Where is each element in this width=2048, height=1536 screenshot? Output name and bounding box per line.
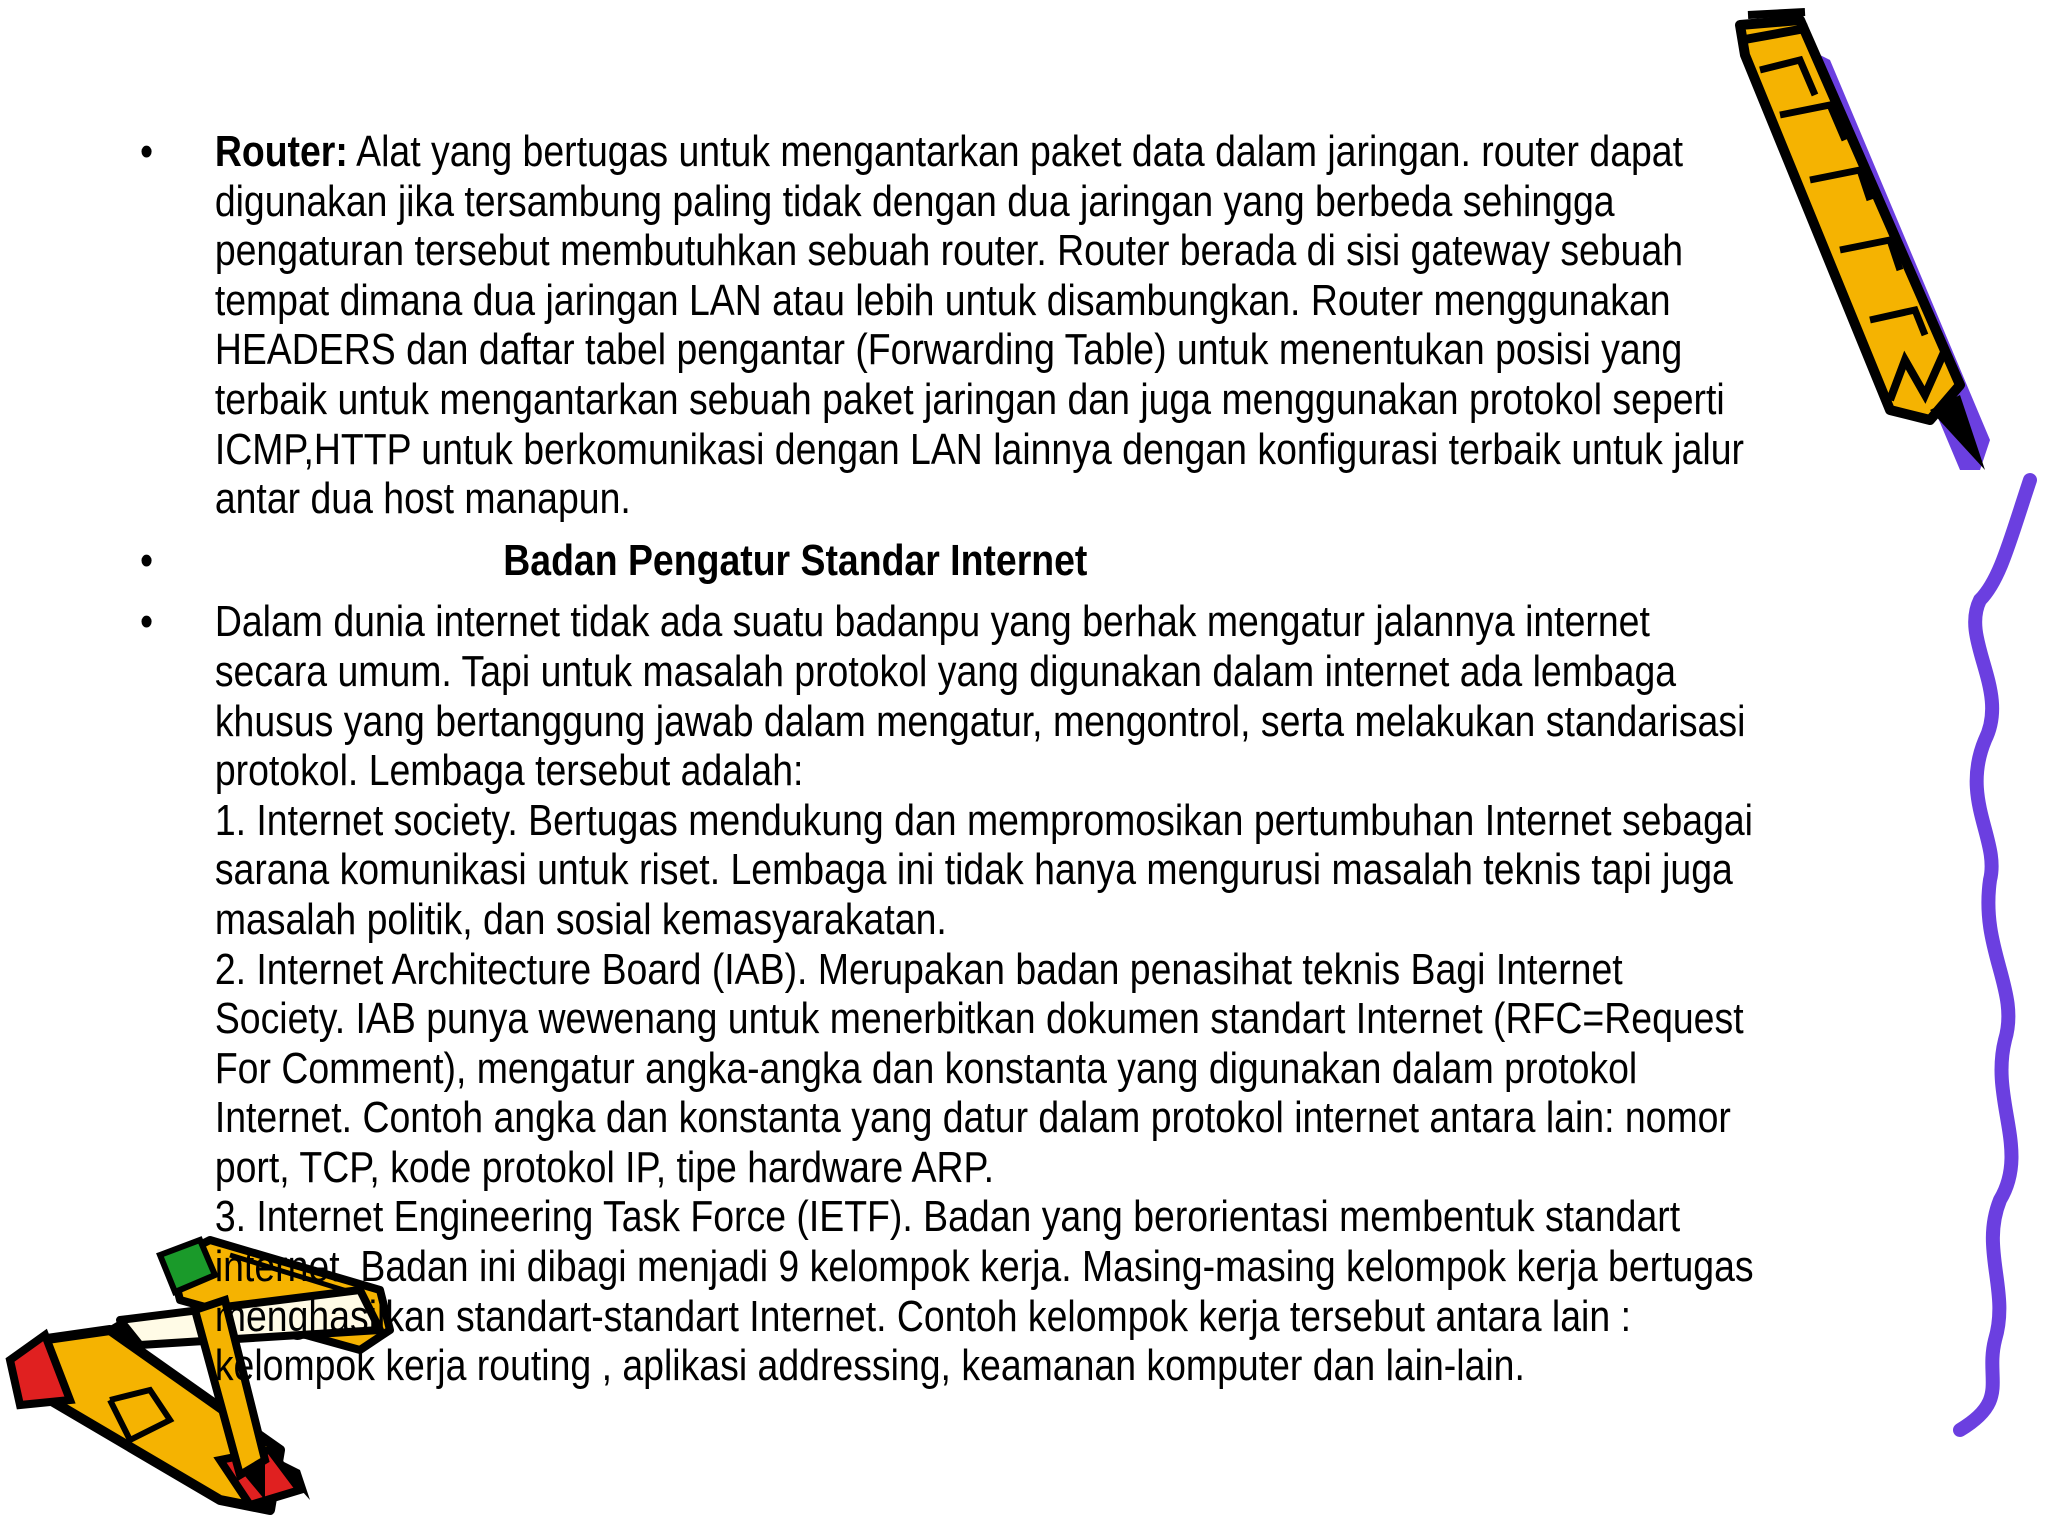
- body-line: port, TCP, kode protokol IP, tipe hardware ARP.: [214, 1143, 994, 1192]
- body-line: Dalam dunia internet tidak ada suatu badanpu yang berhak mengatur jalannya internet: [214, 598, 1650, 647]
- body-line: For Comment), mengatur angka-angka dan konstanta yang digunakan dalam protokol: [214, 1044, 1638, 1093]
- router-line-4: HEADERS dan daftar tabel pengantar (Forwarding Table) untuk menentukan posisi yang: [214, 326, 1683, 375]
- body-line: internet. Badan ini dibagi menjadi 9 kelompok kerja. Masing-masing kelompok kerja bertugas: [214, 1243, 1754, 1292]
- bullet-body: [140, 598, 1754, 1392]
- router-line-0: Alat yang bertugas untuk mengantarkan paket data dalam jaringan. router dapat: [347, 128, 1684, 176]
- body-line: menghasilkan standart-standart Internet. Contoh kelompok kerja tersebut antara lain :: [214, 1292, 1631, 1341]
- body-line: secara umum. Tapi untuk masalah protokol yang digunakan dalam internet ada lembaga: [214, 647, 1677, 696]
- bullet-dot: •: [140, 598, 154, 647]
- body-line: 1. Internet society. Bertugas mendukung dan mempromosikan pertumbuhan Internet sebagai: [214, 796, 1753, 845]
- router-label: Router:: [214, 128, 348, 176]
- router-line-6: ICMP,HTTP untuk berkomunikasi dengan LAN lainnya dengan konfigurasi terbaik untuk jalur: [214, 425, 1744, 474]
- body-line: masalah politik, dan sosial kemasyarakatan.: [214, 895, 947, 944]
- bullet-dot: •: [140, 536, 154, 585]
- router-line-5: terbaik untuk mengantarkan sebuah paket jaringan dan juga menggunakan protokol seperti: [214, 375, 1725, 424]
- body-line: 3. Internet Engineering Task Force (IETF). Badan yang berorientasi membentuk standart: [214, 1193, 1681, 1242]
- section-heading: Badan Pengatur Standar Internet: [503, 536, 1088, 585]
- body-line: protokol. Lembaga tersebut adalah:: [214, 747, 804, 796]
- router-line-3: tempat dimana dua jaringan LAN atau lebih untuk disambungkan. Router menggunakan: [214, 276, 1671, 325]
- body-line: 2. Internet Architecture Board (IAB). Merupakan badan penasihat teknis Bagi Internet: [214, 945, 1623, 994]
- bullet-dot: •: [140, 128, 154, 176]
- router-line-2: pengaturan tersebut membutuhkan sebuah router. Router berada di sisi gateway sebuah: [214, 227, 1684, 276]
- body-line: sarana komunikasi untuk riset. Lembaga ini tidak hanya mengurusi masalah teknis tapi juga: [214, 846, 1733, 895]
- squiggle-line-icon: [1960, 480, 2030, 1430]
- body-line: khusus yang bertanggung jawab dalam mengatur, mengontrol, serta melakukan standarisasi: [214, 697, 1746, 746]
- body-line: Internet. Contoh angka dan konstanta yang datur dalam protokol internet antara lain: nomor: [214, 1094, 1731, 1143]
- body-line: Society. IAB punya wewenang untuk menerbitkan dokumen standart Internet (RFC=Request: [214, 995, 1744, 1044]
- body-paragraph: [214, 598, 1754, 1392]
- router-line-1: digunakan jika tersambung paling tidak dengan dua jaringan yang berbeda sehingga: [214, 177, 1615, 226]
- router-paragraph: [214, 128, 1744, 525]
- slide-content: [140, 128, 1754, 1404]
- pencil-icon: [1740, 12, 1990, 470]
- body-line: kelompok kerja routing , aplikasi addressing, keamanan komputer dan lain-lain.: [214, 1342, 1525, 1391]
- bullet-heading: [140, 537, 1705, 587]
- router-line-7: antar dua host manapun.: [214, 475, 631, 524]
- bullet-router: [140, 128, 1744, 525]
